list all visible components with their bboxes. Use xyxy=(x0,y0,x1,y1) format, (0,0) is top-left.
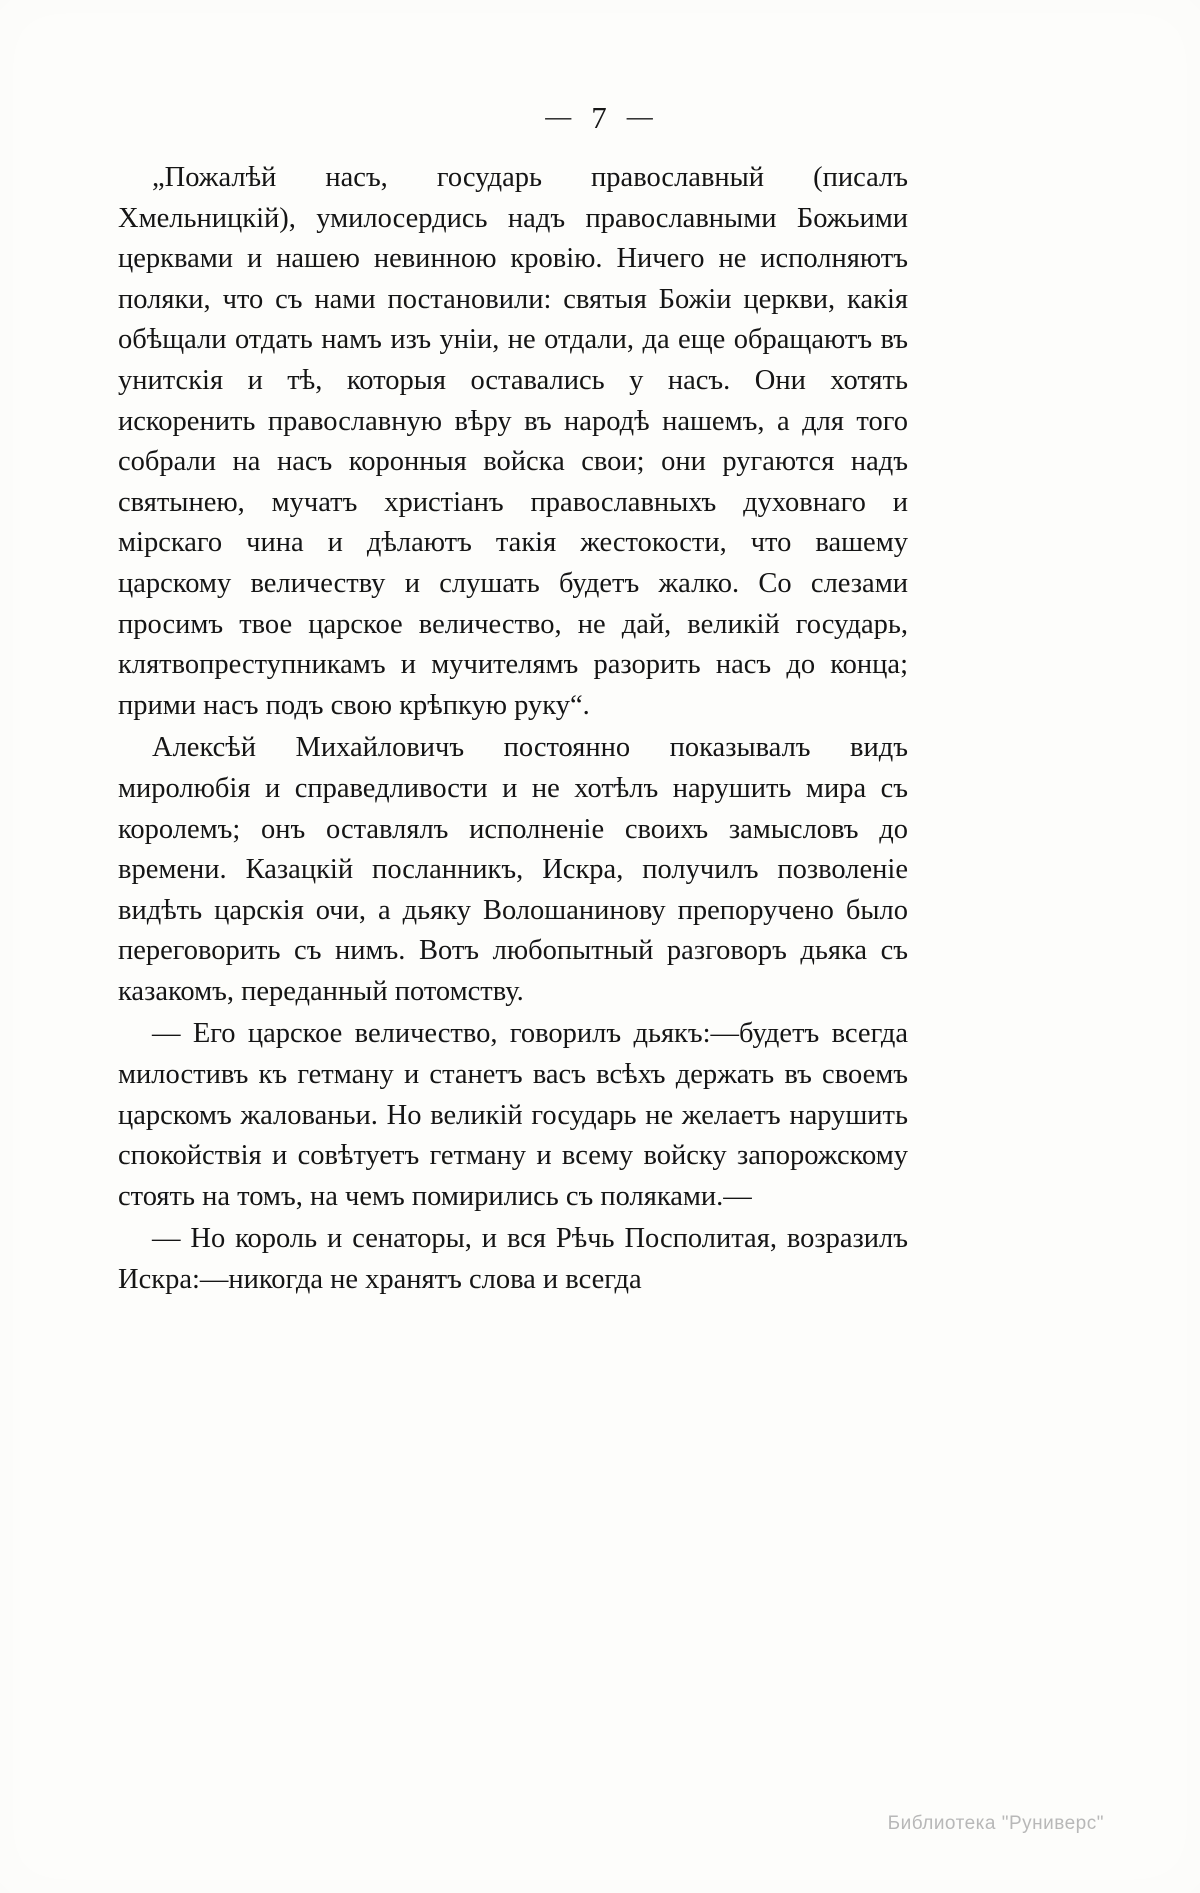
paragraph-3: — Его царское величество, говорилъ дьякъ:—будетъ всегда милостивъ къ гетману и станетъ васъ всѣхъ держать въ своемъ царскомъ жалованьи. Но великій государь не желаетъ нарушить спокойствія и совѣтуетъ гетману и всему войску запорожскому стоять на томъ, на чемъ помирились съ поляками.— xyxy=(118,1018,908,1212)
page-number: 7 xyxy=(591,100,609,135)
paragraph-4: — Но король и сенаторы, и вся Рѣчь Посполитая, возразилъ Искра:—никогда не хранятъ слова и всегда xyxy=(118,1223,908,1296)
paragraph-1: „Пожалѣй насъ, государь православный (писалъ Хмельницкій), умилосердись надъ православными Божьими церквами и нашею невинною кровію. Ничего не исполняютъ поляки, что съ нами постановили: святыя Божіи церкви, какія обѣщали отдать намъ изъ уніи, не отдали, да еще обращаютъ въ унитскія и тѣ, которыя оставались у насъ. Они хотять искоренить православную вѣру въ народѣ нашемъ, а для того собрали на насъ коронныя войска свои; они ругаются надъ святынею, мучатъ христіанъ православныхъ духовнаго и мірскаго чина и дѣлаютъ такія жестокости, что вашему царскому величеству и слушать будетъ жалко. Со слезами просимъ твое царское величество, не дай, великій государь, клятвопреступникамъ и мучителямъ разорить насъ до конца; прими насъ подъ свою крѣпкую руку“. xyxy=(118,162,908,721)
body-text-column xyxy=(118,158,908,1301)
paragraph-2: Алексѣй Михайловичъ постоянно показывалъ видъ миролюбія и справедливости и не хотѣлъ нарушить мира съ королемъ; онъ оставлялъ исполненіе своихъ замысловъ до времени. Казацкій посланникъ, Искра, получилъ позволеніе видѣть царскія очи, а дьяку Волошанинову препоручено было переговорить съ нимъ. Вотъ любопытный разговоръ дьяка съ казакомъ, переданный потомству. xyxy=(118,732,908,1007)
library-watermark: Библиотека "Руниверс" xyxy=(887,1813,1104,1834)
page-number-dash-right: — xyxy=(626,102,655,131)
page-header xyxy=(0,100,1200,136)
page-number-dash-left: — xyxy=(545,102,574,131)
